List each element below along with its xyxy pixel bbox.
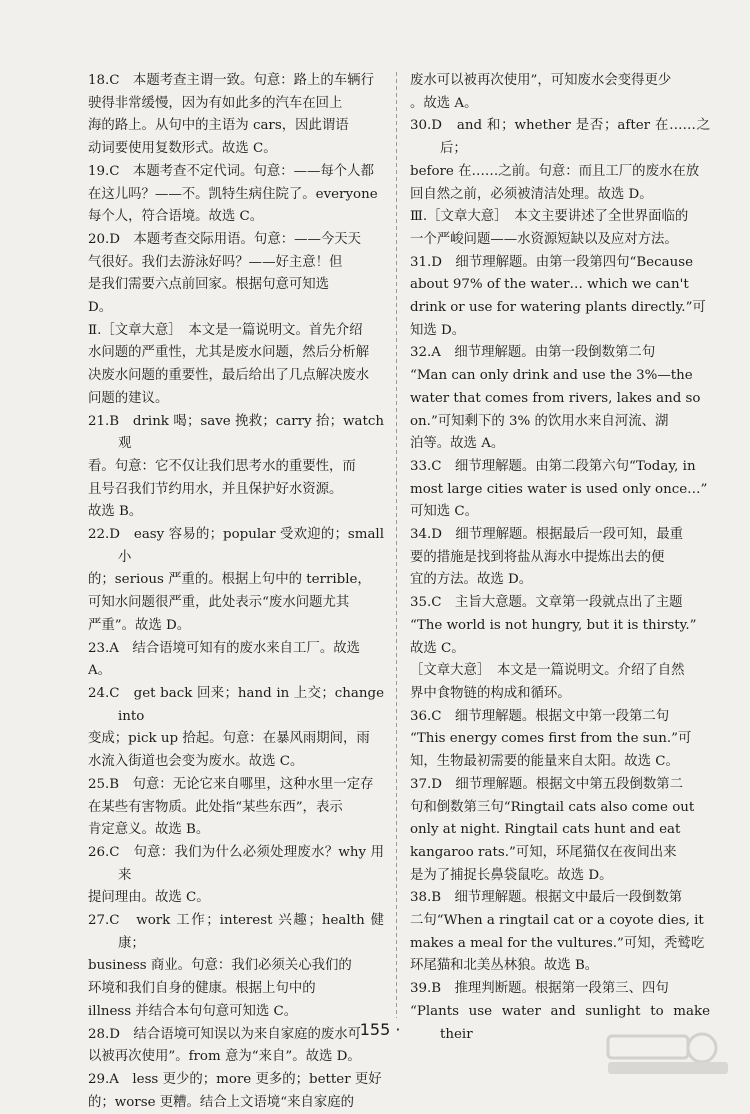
text-line: 30.D and 和；whether 是否；after 在……之后； (410, 118, 710, 157)
text-line: 在这儿吗？——不。凯特生病住院了。everyone (88, 186, 378, 202)
text-line: before 在……之前。句意：而且工厂的废水在放 (410, 163, 700, 179)
text-line: 水问题的严重性，尤其是废水问题，然后分析解 (88, 345, 370, 361)
text-line: 35.C 主旨大意题。文章第一段就点出了主题 (410, 595, 683, 611)
answer-item (88, 638, 384, 683)
text-line: 28.D 结合语境可知误以为来自家庭的废水可 (88, 1026, 362, 1042)
text-line: 知选 D。 (410, 322, 466, 338)
section-summary (410, 206, 710, 251)
watermark-logo (602, 1030, 732, 1078)
answer-item (88, 70, 384, 161)
text-line: 决废水问题的重要性，最后给出了几点解决废水 (88, 368, 370, 384)
answer-item (88, 524, 384, 638)
answer-item (88, 842, 384, 910)
section-summary (410, 660, 710, 705)
text-line: A。 (88, 663, 112, 679)
text-line: 每个人，符合语境。故选 C。 (88, 209, 264, 225)
text-line: 驶得非常缓慢，因为有如此多的汽车在回上 (88, 95, 343, 111)
text-line: D。 (88, 300, 113, 316)
text-line: 的；worse 更糟。结合上文语境“来自家庭的 (88, 1094, 355, 1110)
text-line: 。故选 A。 (410, 95, 478, 111)
answer-item (88, 161, 384, 229)
text-line: 回自然之前，必须被清洁处理。故选 D。 (410, 186, 653, 202)
text-line: illness 并结合本句句意可知选 C。 (88, 1003, 298, 1019)
text-line: 20.D 本题考查交际用语。句意：——今天天 (88, 231, 362, 247)
text-line: 29.A less 更少的；more 更多的；better 更好 (88, 1071, 382, 1087)
text-line: on.”可知剩下的 3% 的饮用水来自河流、湖 (410, 413, 669, 429)
text-line: 19.C 本题考查不定代词。句意：——每个人都 (88, 163, 374, 179)
text-line: most large cities water is used only once…” (410, 481, 708, 497)
text-line: about 97% of the water… which we can't (410, 277, 689, 293)
text-line: 变成；pick up 拾起。句意：在暴风雨期间，雨 (88, 731, 370, 747)
text-line: 故选 C。 (410, 640, 465, 656)
text-line: 38.B 细节理解题。根据文中最后一段倒数第 (410, 890, 683, 906)
answer-item (410, 524, 710, 592)
text-line: kangaroo rats.”可知，环尾猫仅在夜间出来 (410, 844, 677, 860)
text-line: 海的路上。从句中的主语为 cars，因此谓语 (88, 118, 349, 134)
text-line: ［文章大意］ 本文是一篇说明文。介绍了自然 (410, 663, 685, 679)
section-summary (88, 320, 384, 411)
text-line: 宜的方法。故选 D。 (410, 572, 533, 588)
text-line: water that comes from rivers, lakes and so (410, 390, 701, 406)
text-line: 废水可以被再次使用”，可知废水会变得更少 (410, 73, 672, 88)
text-line: 22.D easy 容易的；popular 受欢迎的；small 小 (88, 527, 384, 565)
text-line: 环尾猫和北美丛林狼。故选 B。 (410, 958, 599, 974)
answer-item (410, 592, 710, 660)
text-line: 39.B 推理判断题。根据第一段第三、四句 (410, 981, 669, 997)
answer-item (88, 683, 384, 774)
text-line: 的；serious 严重的。根据上句中的 terrible， (88, 572, 371, 588)
text-line: 31.D 细节理解题。由第一段第四句“Because (410, 254, 694, 270)
text-line: 二句“When a ringtail cat or a coyote dies, it (410, 913, 704, 929)
text-line: 32.A 细节理解题。由第一段倒数第二句 (410, 345, 656, 361)
text-line: 水流入街道也会变为废水。故选 C。 (88, 754, 304, 770)
text-line: 是为了捕捉长鼻袋鼠吃。故选 D。 (410, 867, 613, 883)
answer-item (88, 910, 384, 1024)
text-line: 25.B 句意：无论它来自哪里，这种水里一定存 (88, 776, 374, 792)
text-line: Ⅲ.［文章大意］ 本文主要讲述了全世界面临的 (410, 209, 689, 225)
text-line: 且号召我们节约用水，并且保护好水资源。 (88, 481, 343, 497)
text-line: 知，生物最初需要的能量来自太阳。故选 C。 (410, 754, 679, 770)
text-line: 动词要使用复数形式。故选 C。 (88, 141, 277, 157)
answer-item (410, 887, 710, 978)
text-line: 24.C get back 回来；hand in 上交；change into (88, 685, 384, 724)
text-line: 可知选 C。 (410, 504, 479, 520)
text-line: 要的措施是找到将盐从海水中提炼出去的便 (410, 549, 665, 565)
answer-item (410, 456, 710, 524)
text-line: 27.C work 工作；interest 兴趣；health 健康； (88, 913, 384, 951)
text-line: 气很好。我们去游泳好吗？——好主意！但 (88, 254, 343, 270)
left-column (88, 70, 384, 1114)
text-line: 句和倒数第三句“Ringtail cats also come out (410, 799, 695, 815)
text-line: “The world is not hungry, but it is thirsty.” (410, 617, 697, 633)
text-line: 36.C 细节理解题。根据文中第一段第二句 (410, 708, 670, 724)
column-divider (396, 72, 397, 1018)
text-line: business 商业。句意：我们必须关心我们的 (88, 958, 352, 974)
text-line: makes a meal for the vultures.”可知，秃鹫吃 (410, 935, 705, 951)
text-line: 18.C 本题考查主谓一致。句意：路上的车辆行 (88, 73, 374, 88)
text-line: “Man can only drink and use the 3%—the (410, 368, 693, 384)
answer-item (410, 342, 710, 456)
text-line: 26.C 句意：我们为什么必须处理废水？why 用来 (88, 844, 384, 883)
text-line: “Plants use water and sunlight to make their (410, 1003, 710, 1042)
answer-item (410, 774, 710, 888)
text-line: 以被再次使用”。from 意为“来自”。故选 D。 (88, 1049, 361, 1065)
answer-item (410, 70, 710, 115)
answer-item (88, 229, 384, 320)
text-line: drink or use for watering plants directly.”可 (410, 300, 706, 316)
answer-item (88, 774, 384, 842)
text-line: 37.D 细节理解题。根据文中第五段倒数第二 (410, 776, 684, 792)
text-line: 可知水问题很严重，此处表示“废水问题尤其 (88, 595, 350, 611)
text-line: 34.D 细节理解题。根据最后一段可知，最重 (410, 527, 684, 543)
text-line: 故选 B。 (88, 504, 143, 520)
answer-item (410, 252, 710, 343)
text-line: 肯定意义。故选 B。 (88, 822, 210, 838)
answer-item (88, 411, 384, 525)
text-line: 看。句意：它不仅让我们思考水的重要性，而 (88, 458, 356, 474)
text-line: 一个严峻问题——水资源短缺以及应对方法。 (410, 231, 678, 247)
page-number: · 155 · (349, 1020, 401, 1039)
text-line: “This energy comes first from the sun.”可 (410, 731, 692, 747)
text-line: 提问理由。故选 C。 (88, 890, 210, 906)
text-line: 21.B drink 喝；save 挽救；carry 抬；watch 观 (88, 413, 384, 452)
text-line: 在某些有害物质。此处指“某些东西”，表示 (88, 799, 343, 815)
text-line: 泊等。故选 A。 (410, 436, 505, 452)
text-line: 严重”。故选 D。 (88, 617, 191, 633)
right-column (410, 70, 710, 1046)
answer-item (410, 115, 710, 206)
text-line: 问题的建议。 (88, 390, 169, 406)
text-line: only at night. Ringtail cats hunt and eat (410, 822, 681, 838)
text-line: Ⅱ.［文章大意］ 本文是一篇说明文。首先介绍 (88, 322, 363, 338)
text-line: 环境和我们自身的健康。根据上句中的 (88, 981, 316, 997)
answer-item (88, 1069, 384, 1114)
text-line: 23.A 结合语境可知有的废水来自工厂。故选 (88, 640, 360, 656)
answer-item (410, 706, 710, 774)
text-line: 界中食物链的构成和循环。 (410, 685, 571, 701)
text-line: 33.C 细节理解题。由第二段第六句“Today, in (410, 458, 696, 474)
text-line: 是我们需要六点前回家。根据句意可知选 (88, 277, 330, 293)
